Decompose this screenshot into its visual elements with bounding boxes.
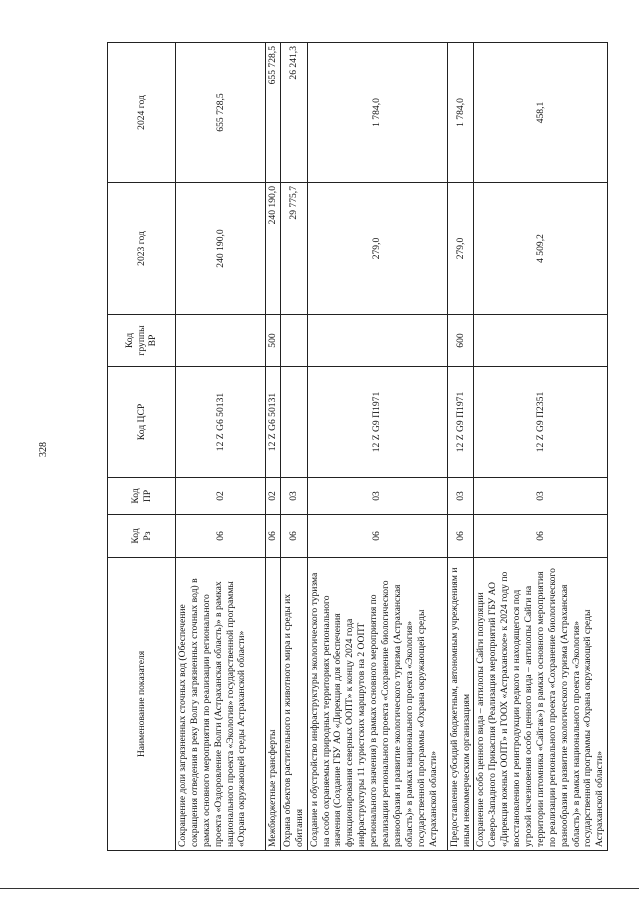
row-2024: 1 784,0 bbox=[447, 43, 474, 183]
row-csr: 12 Z G9 П2351 bbox=[474, 367, 608, 478]
budget-table bbox=[107, 42, 608, 851]
row-2023: 240 190,0 bbox=[176, 183, 266, 315]
header-pr: Код ПР bbox=[108, 478, 176, 515]
row-csr: 12 Z G9 П1971 bbox=[447, 367, 474, 478]
row-vr: 600 bbox=[447, 315, 474, 367]
row-csr: 12 Z G6 50131 bbox=[266, 367, 281, 478]
row-2024: 655 728,5 bbox=[176, 43, 266, 183]
header-csr: Код ЦСР bbox=[108, 367, 176, 478]
row-2023: 240 190,0 bbox=[266, 183, 281, 315]
page-number: 328 bbox=[38, 442, 49, 457]
row-2023: 29 775,7 bbox=[280, 183, 307, 315]
row-rz: 06 bbox=[176, 515, 266, 558]
row-rz: 06 bbox=[266, 515, 281, 558]
row-csr: 12 Z G6 50131 bbox=[176, 367, 266, 478]
row-name: Межбюджетные трансферты bbox=[266, 558, 281, 851]
row-name: Сохранение особо ценного вида – антилопы Сайги популяции Северо-Западного Прикаспия (Реализация мероприятий ГБУ АО «Дирекция южных ООПТ» и ГООХ «Астраханское» к 2024 году по восстановлению и реинтродукции редкого и находящегося под угрозой исчезновения особо ценного вида – антилопы Сайги на территории питомника «Сайгак») в рамках основного мероприятия по реализации регионального проекта «Сохранение биологического разнообразия и развитие экологического туризма (Астраханская область)» в рамках национального проекта «Экология» государственной программы «Охрана окружающей среды Астраханской области» bbox=[474, 558, 608, 851]
header-row bbox=[108, 43, 176, 851]
page-bottom-rule bbox=[0, 888, 639, 889]
table-row bbox=[307, 43, 447, 851]
row-csr bbox=[280, 367, 307, 478]
row-2024: 458,1 bbox=[474, 43, 608, 183]
header-name: Наименование показателя bbox=[108, 558, 176, 851]
row-2023: 4 509,2 bbox=[474, 183, 608, 315]
row-2023: 279,0 bbox=[307, 183, 447, 315]
row-2023: 279,0 bbox=[447, 183, 474, 315]
row-name: Предоставление субсидий бюджетным, автономным учреждениям и иным некоммерческим организациям bbox=[447, 558, 474, 851]
row-pr: 02 bbox=[176, 478, 266, 515]
row-rz: 06 bbox=[280, 515, 307, 558]
row-csr: 12 Z G9 П1971 bbox=[307, 367, 447, 478]
row-2024: 26 241,3 bbox=[280, 43, 307, 183]
row-vr bbox=[280, 315, 307, 367]
row-rz: 06 bbox=[447, 515, 474, 558]
row-name: Создание и обустройство инфраструктуры экологического туризма на особо охраняемых природных территориях регионального значения (Создание ГБУ АО «Дирекция для обеспечения функционирования северных ООПТ» к концу 2024 года инфраструктуры 11 туристских маршрутов на 2 ООПТ регионального значения) в рамках основного мероприятия по реализации регионального проекта «Сохранение биологического разнообразия и развитие экологического туризма (Астраханская область)» в рамках национального проекта «Экология» государственной программы «Охрана окружающей среды Астраханской области» bbox=[307, 558, 447, 851]
row-rz: 06 bbox=[307, 515, 447, 558]
row-pr: 03 bbox=[474, 478, 608, 515]
row-pr: 03 bbox=[447, 478, 474, 515]
rotated-table-area bbox=[107, 43, 606, 851]
header-2024: 2024 год bbox=[108, 43, 176, 183]
row-2024: 655 728,5 bbox=[266, 43, 281, 183]
row-vr bbox=[307, 315, 447, 367]
row-vr bbox=[176, 315, 266, 367]
row-name: Охрана объектов растительного и животного мира и среды их обитания bbox=[280, 558, 307, 851]
header-rz: Код Рз bbox=[108, 515, 176, 558]
row-2024: 1 784,0 bbox=[307, 43, 447, 183]
table-row bbox=[447, 43, 474, 851]
header-2023: 2023 год bbox=[108, 183, 176, 315]
table-row bbox=[280, 43, 307, 851]
table-row bbox=[474, 43, 608, 851]
row-pr: 02 bbox=[266, 478, 281, 515]
row-vr bbox=[474, 315, 608, 367]
header-vr: Код группы ВР bbox=[108, 315, 176, 367]
row-pr: 03 bbox=[280, 478, 307, 515]
table-row bbox=[266, 43, 281, 851]
table-row bbox=[176, 43, 266, 851]
row-rz: 06 bbox=[474, 515, 608, 558]
row-pr: 03 bbox=[307, 478, 447, 515]
row-vr: 500 bbox=[266, 315, 281, 367]
row-name: Сокращение доли загрязненных сточных вод (Обеспечение сокращения отведения в реку Волгу загрязненных сточных вод) в рамках основного мероприятия по реализации регионального проекта «Оздоровление Волги (Астраханская область)» в рамках национального проекта «Экология» государственной программы «Охрана окружающей среды Астраханской области» bbox=[176, 558, 266, 851]
